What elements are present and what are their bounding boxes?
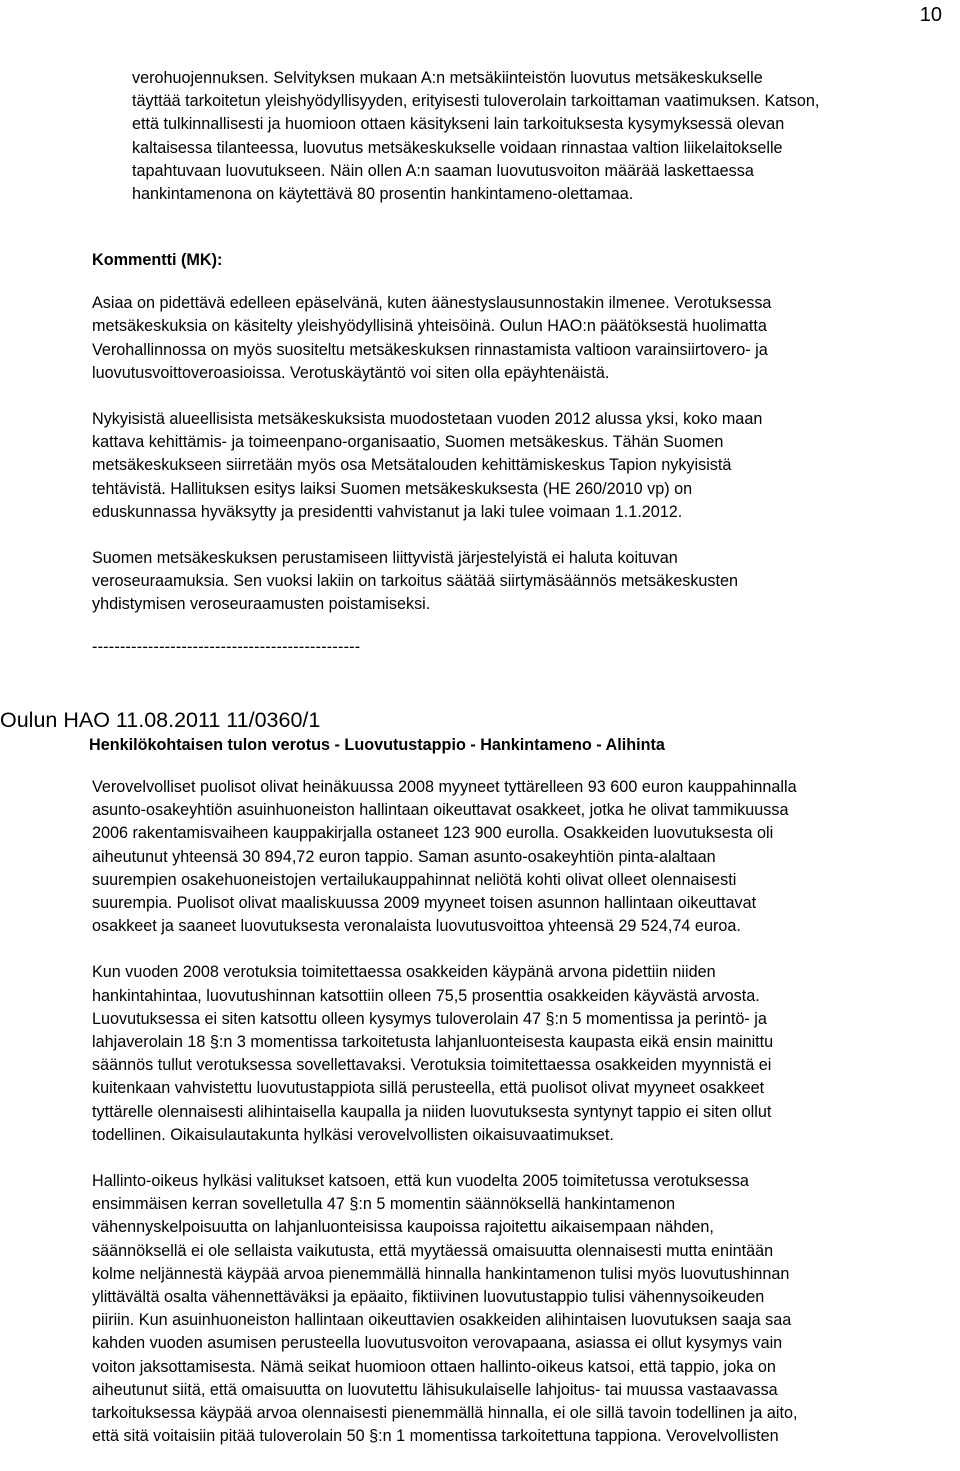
comment-paragraph [92, 292, 944, 385]
text-line: hankintamenona on käytettävä 80 prosentin hankintameno-olettamaa. [132, 185, 634, 204]
comment-paragraph [92, 408, 944, 524]
quoted-opinion [132, 67, 944, 206]
text-line: metsäkeskukseen siirretään myös osa Metsätalouden kehittämiskeskus Tapion nykyisistä [92, 456, 732, 475]
text-line: tarkoituksessa käypää arvoa olennaisesti pienemmällä hinnalla, ei ole sillä tavoin todellinen ja aito, [92, 1404, 798, 1423]
text-line: Kun vuoden 2008 verotuksia toimitettaessa osakkeiden käypänä arvona pidettiin niiden [92, 963, 716, 982]
text-line: Nykyisistä alueellisista metsäkeskuksista muodostetaan vuoden 2012 alussa yksi, koko maan [92, 410, 763, 429]
text-line: yhdistymisen veroseuraamusten poistamiseksi. [92, 595, 431, 614]
text-line: kattava kehittämis- ja toimeenpano-organisaatio, Suomen metsäkeskus. Tähän Suomen [92, 433, 724, 452]
comment-title: Kommentti (MK): [92, 251, 223, 269]
text-line: kaltaisessa tilanteessa, luovutus metsäkeskukselle voidaan rinnastaa valtion liikelaitokselle [132, 138, 783, 157]
text-line: Verovelvolliset puolisot olivat heinäkuussa 2008 myyneet tyttärelleen 93 600 euron kauppahinnalla [92, 778, 797, 796]
comment-section [92, 249, 944, 640]
text-line: säännöksellä ei ole sellaista vaikutusta, että myytäessä omaisuutta olennaisesti mutta enintään [92, 1241, 774, 1260]
case-subheading: Henkilökohtaisen tulon verotus - Luovutustappio - Hankintameno - Alihinta [89, 736, 665, 754]
text-line: vähennyskelpoisuutta on lahjanluonteisissa kaupoissa rajoitettu aikaisempaan nähden, [92, 1218, 714, 1237]
text-line: eduskunnassa hyväksytty ja presidentti vahvistanut ja laki tulee voimaan 1.1.2012. [92, 502, 683, 521]
text-line: kahden vuoden asumisen perusteella luovutusvoiton verovapaana, asiassa ei ollut kysymys vain [92, 1334, 783, 1353]
text-line: luovutusvoittoveroasioissa. Verotuskäytäntö voi siten olla epäyhtenäistä. [92, 363, 610, 382]
case-heading: Oulun HAO 11.08.2011 11/0360/1 [0, 708, 321, 732]
text-line: metsäkeskuksia on käsitelty yleishyödyllisinä yhteisöinä. Oulun HAO:n päätöksestä huolimatta [92, 317, 767, 336]
text-line: kolme neljännestä käypää arvoa pienemmällä hinnalla hankintamenon tulisi myös luovutushinnan [92, 1264, 790, 1283]
text-line: aiheutunut yhteensä 30 894,72 euron tappio. Saman asunto-osakeyhtiön pinta-alaltaan [92, 847, 716, 866]
section-separator: ------------------------------------------------ [92, 638, 361, 656]
text-line: Verohallinnossa on myös suositeltu metsäkeskuksen rinnastamista valtioon varainsiirtovero- ja [92, 340, 768, 359]
text-line: lahjaverolain 18 §:n 3 momentissa tarkoitetusta lahjanluonteisesta kaupasta eikä ensin mainittu [92, 1033, 774, 1052]
text-line: verohuojennuksen. Selvityksen mukaan A:n metsäkiinteistön luovutus metsäkeskukselle [132, 69, 763, 87]
text-line: piiriin. Kun asuinhuoneiston hallintaan oikeuttavien osakkeiden alihintaisen luovutuksen saaja saa [92, 1311, 792, 1330]
text-line: että sitä voitaisiin pitää tuloverolain 50 §:n 1 momentissa tarkoitettuna tappiona. Verovelvollisten [92, 1427, 779, 1446]
case-paragraph [92, 776, 944, 938]
case-paragraph [92, 1170, 944, 1448]
text-line: Asiaa on pidettävä edelleen epäselvänä, kuten äänestyslausunnostakin ilmenee. Verotuksessa [92, 294, 772, 313]
text-line: säännös tullut verotuksessa sovellettavaksi. Verotuksia toimitettaessa osakkeiden myynnistä ei [92, 1056, 772, 1075]
comment-paragraph [92, 547, 944, 617]
text-line: tehtävistä. Hallituksen esitys laiksi Suomen metsäkeskuksesta (HE 260/2010 vp) on [92, 479, 693, 498]
text-line: aiheutunut siitä, että omaisuutta on luovutettu lähisukulaiselle lahjoitus- tai muussa vastaavassa [92, 1380, 778, 1399]
text-line: hankintahintaa, luovutushinnan katsottiin olleen 75,5 prosenttia osakkeiden käyvästä arvosta. [92, 986, 760, 1005]
text-line: osakkeet ja saaneet luovutuksesta veronalaista luovutusvoittoa yhteensä 29 524,74 euroa. [92, 917, 741, 936]
text-line: että tulkinnallisesti ja huomioon ottaen käsitykseni lain tarkoituksesta kysymyksessä olevan [132, 115, 785, 134]
text-line: 2006 rakentamisvaiheen kauppakirjalla ostaneet 123 900 eurolla. Osakkeiden luovutuksesta oli [92, 824, 774, 843]
case-paragraph [92, 961, 944, 1147]
text-line: tyttärelle olennaisesti alihintaisella kaupalla ja niiden luovutuksesta syntynyt tappio ei siten ollut [92, 1102, 772, 1121]
text-line: Luovutuksessa ei siten katsottu olleen kysymys tuloverolain 47 §:n 5 momentissa ja perintö- ja [92, 1009, 767, 1028]
text-line: todellinen. Oikaisulautakunta hylkäsi verovelvollisten oikaisuvaatimukset. [92, 1125, 614, 1144]
text-line: Suomen metsäkeskuksen perustamiseen liittyvistä järjestelyistä ei haluta koituvan [92, 549, 678, 568]
text-line: kuitenkaan vahvistettu luovutustappiota sillä perusteella, että puolisot olivat myyneet osakkeet [92, 1079, 765, 1098]
page-number: 10 [919, 4, 942, 26]
text-line: ensimmäisen kerran sovelletulla 47 §:n 5 momentin säännöksellä hankintamenon [92, 1195, 676, 1214]
text-line: suurempia. Puolisot olivat maaliskuussa 2009 myyneet toisen asunnon hallintaan oikeuttavat [92, 894, 757, 913]
text-line: Hallinto-oikeus hylkäsi valitukset katsoen, että kun vuodelta 2005 toimitetussa verotuksessa [92, 1172, 749, 1191]
text-line: tapahtuvaan luovutukseen. Näin ollen A:n saaman luovutusvoiton määrää laskettaessa [132, 161, 754, 180]
text-line: asunto-osakeyhtiön asuinhuoneiston hallintaan oikeuttavat osakkeet, jotka he olivat tammikuussa [92, 801, 789, 820]
text-line: suurempien osakehuoneistojen vertailukauppahinnat neliötä kohti olivat olleet olennaisesti [92, 870, 737, 889]
text-line: ylittävältä osalta vähennettäväksi ja epäaito, fiktiivinen luovutustappio tulisi vähennysoikeuden [92, 1288, 765, 1307]
case-body [92, 776, 944, 1471]
text-line: täyttää tarkoitetun yleishyödyllisyyden, erityisesti tuloverolain tarkoittaman vaatimuksen. Katson, [132, 92, 820, 111]
text-line: veroseuraamuksia. Sen vuoksi lakiin on tarkoitus säätää siirtymäsäännös metsäkeskusten [92, 572, 739, 591]
text-line: voiton jaksottamisesta. Nämä seikat huomioon ottaen hallinto-oikeus katsoi, että tappio, joka on [92, 1357, 776, 1376]
quoted-opinion-text [132, 67, 944, 206]
